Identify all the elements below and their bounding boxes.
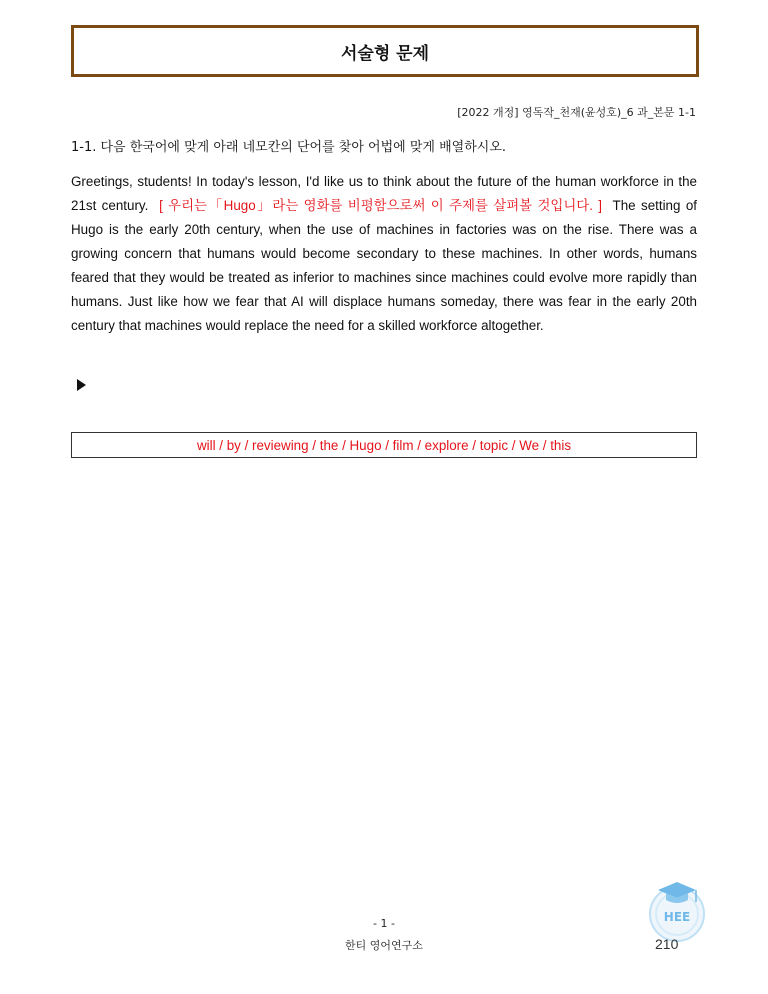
passage-text-before: Greetings, students! In today's lesson, I'd like us to think about the future of the human workforce in the 21st century. (71, 174, 697, 213)
question-prompt: 1-1. 다음 한국어에 맞게 아래 네모칸의 단어를 찾아 어법에 맞게 배열하시오. (71, 140, 507, 155)
word-bank: will / by / reviewing / the / Hugo / film / explore / topic / We / this (196, 437, 572, 453)
passage (71, 170, 697, 338)
logo-text: HEE (663, 910, 691, 924)
page-code: 210 (655, 936, 679, 952)
triangle-right-icon (77, 379, 86, 391)
word-bank-box (71, 432, 697, 458)
source-reference: [2022 개정] 영독작_천재(윤성호)_6 과_본문 1-1 (457, 106, 696, 119)
page-title: 서술형 문제 (340, 43, 430, 64)
footer-organization: 한티 영어연구소 (345, 939, 423, 952)
page-number: - 1 - (373, 917, 395, 930)
title-box (71, 25, 699, 77)
passage-text-after: The setting of Hugo is the early 20th century, when the use of machines in factories was on the rise. There was a growing concern that humans would become secondary to these machines. In other words, humans feared that they would be treated as inferior to machines since machines could evolve more rapidly than humans. Just like how we fear that AI will displace humans someday, there was fear in the early 20th century that machines would replace the need for a skilled workforce altogether. (71, 198, 697, 333)
korean-sentence: [ 우리는「Hugo」라는 영화를 비평함으로써 이 주제를 살펴볼 것입니다. ] (159, 198, 603, 213)
